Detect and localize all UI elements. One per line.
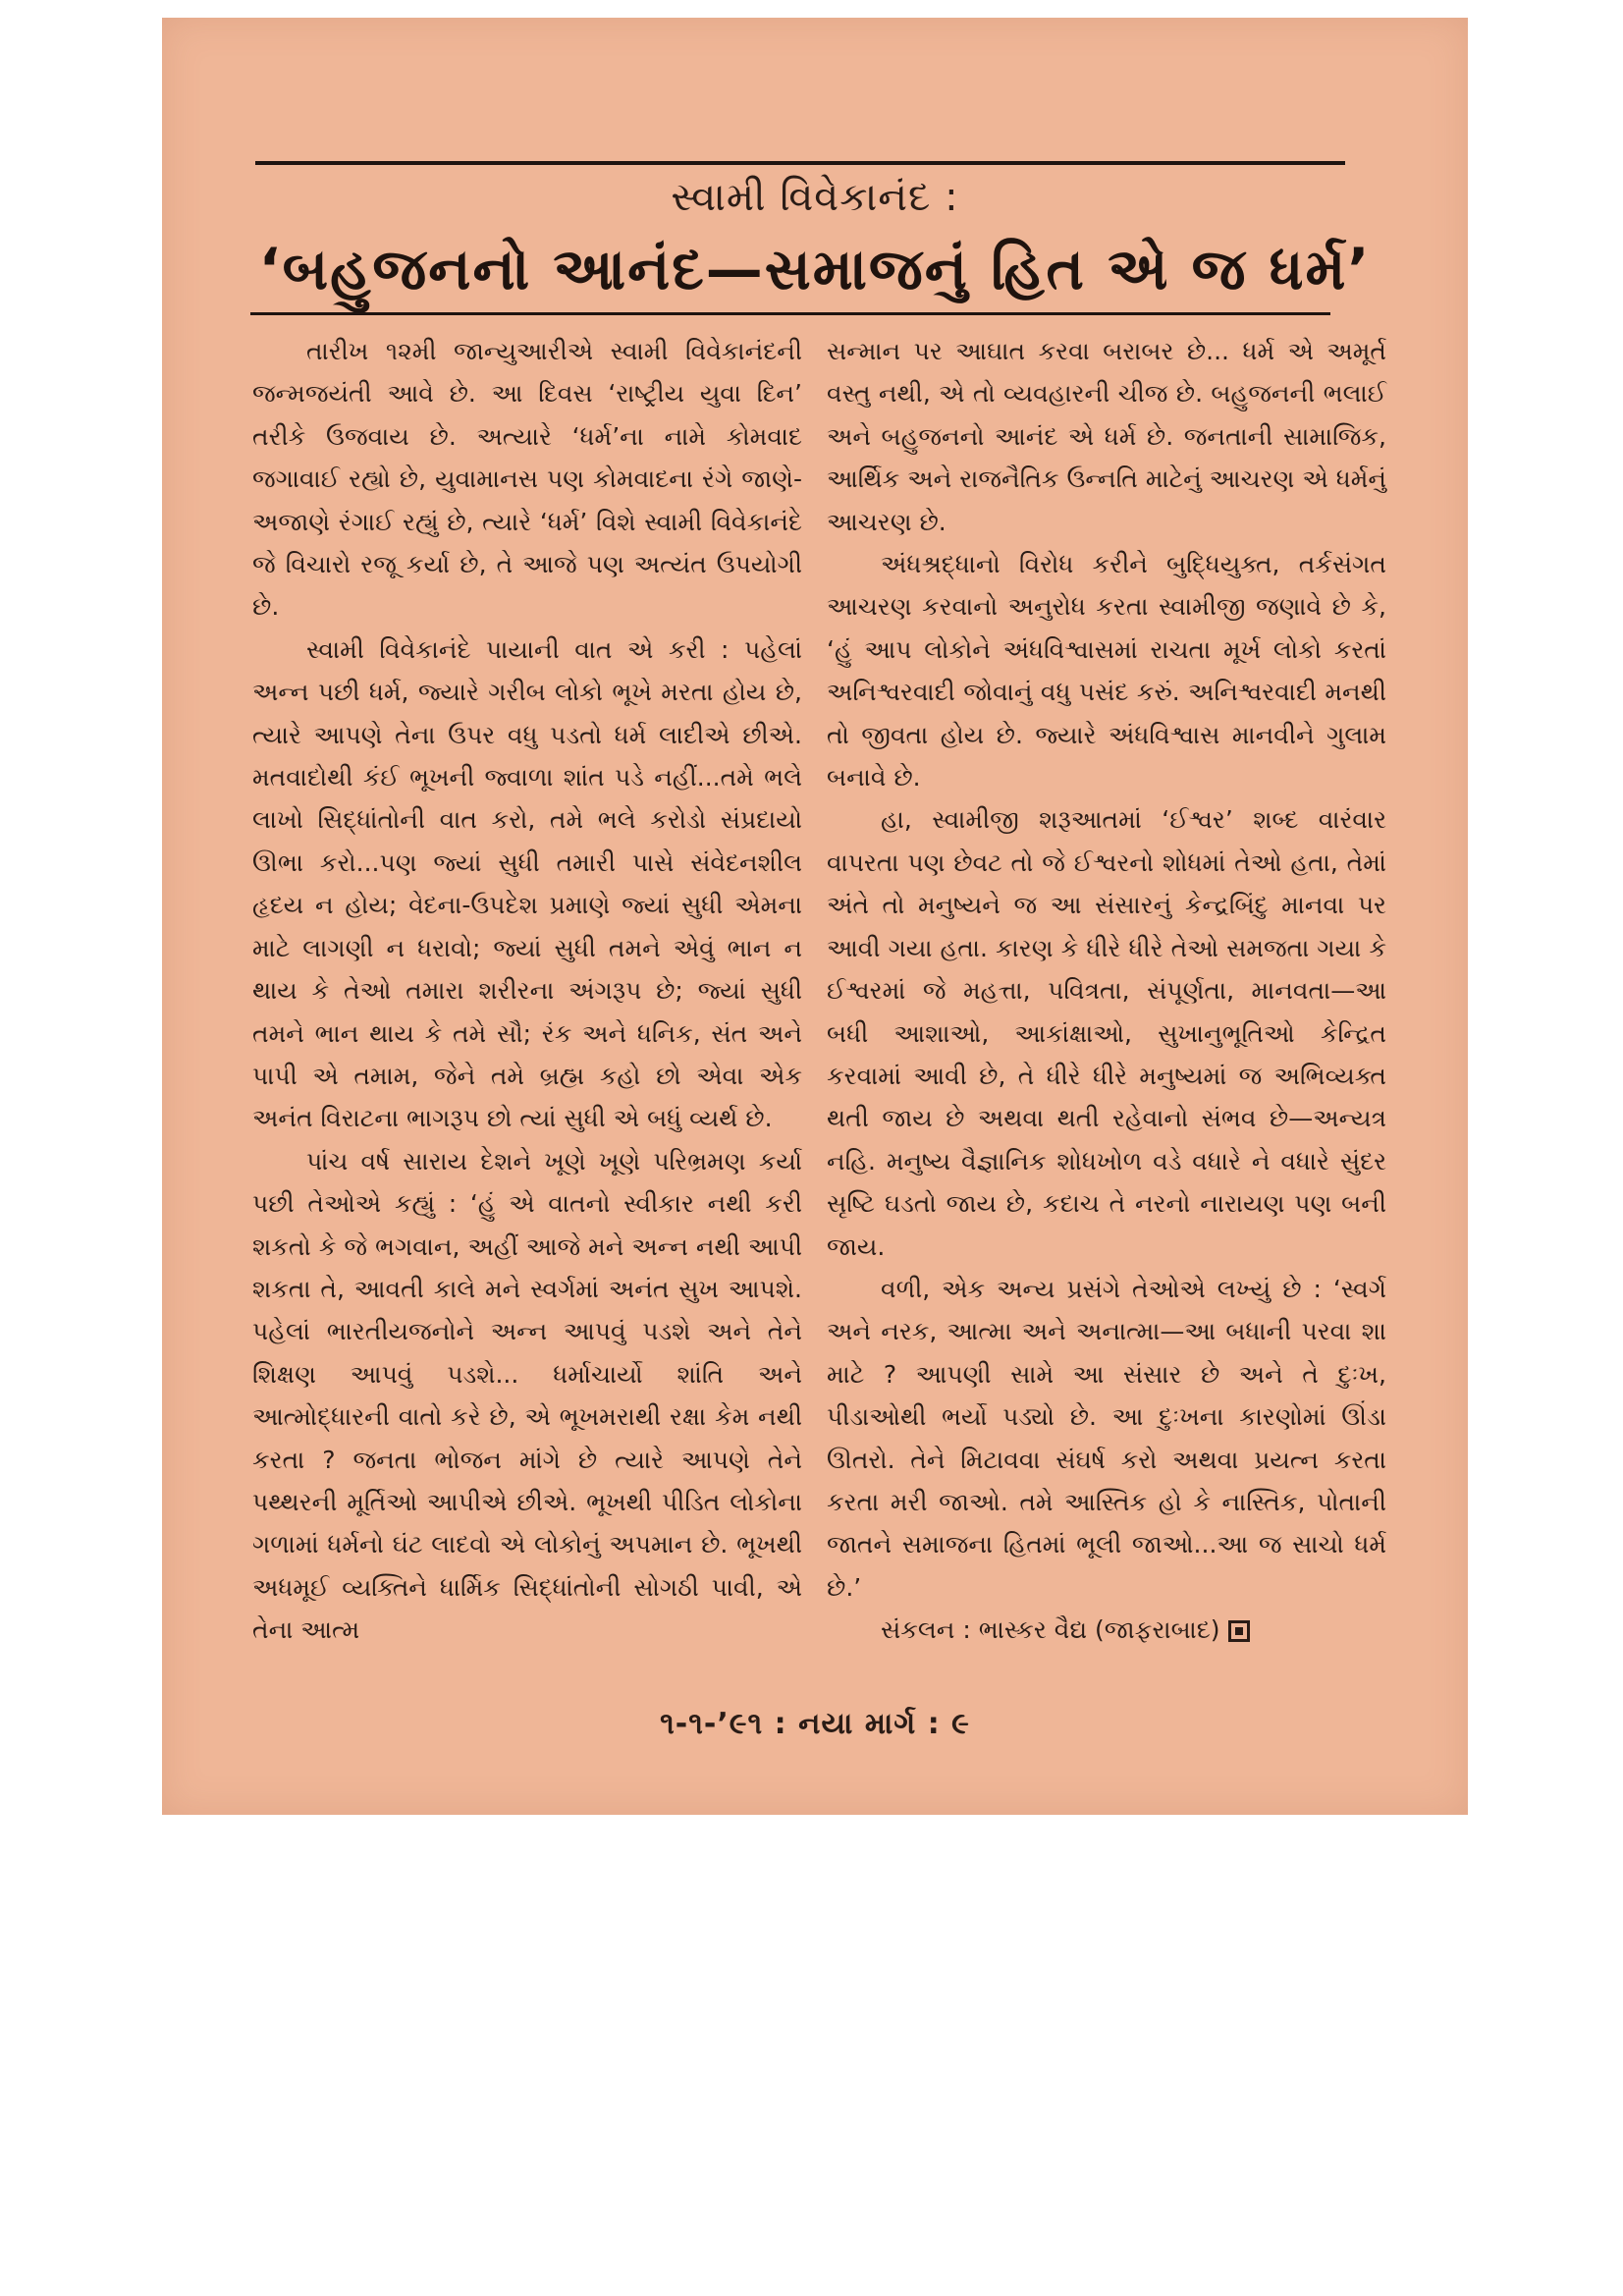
right-column (827, 330, 1386, 1652)
paragraph: પાંચ વર્ષ સારાય દેશને ખૂણે ખૂણે પરિભ્રમણ કર્યા પછી તેઓએ કહ્યું : ‘હું એ વાતનો સ્વીકાર નથી કરી શકતો કે જે ભગવાન, અહીં આજે મને અન્ન નથી આપી શકતા તે, આવતી કાલે મને સ્વર્ગમાં અનંત સુખ આપશે. પહેલાં ભારતીયજનોને અન્ન આપવું પડશે અને તેને શિક્ષણ આપવું પડશે... ધર્માચાર્યો શાંતિ અને આત્મોદ્ધારની વાતો કરે છે, એ ભૂખમરાથી રક્ષા કેમ નથી કરતા ? જનતા ભોજન માંગે છે ત્યારે આપણે તેને પથ્થરની મૂર્તિઓ આપીએ છીએ. ભૂખથી પીડિત લોકોના ગળામાં ધર્મનો ઘંટ લાદવો એ લોકોનું અપમાન છે. ભૂખથી અધમૂઈ વ્યક્તિને ધાર્મિક સિદ્ધાંતોની સોગઠી પાવી, એ તેના આત્મ (252, 1146, 802, 1645)
page-footer: ૧-૧-’૯૧ : નયા માર્ગ : ૯ (660, 1707, 970, 1741)
newspaper-page (162, 18, 1468, 1815)
paragraph: તારીખ ૧૨મી જાન્યુઆરીએ સ્વામી વિવેકાનંદની જન્મજયંતી આવે છે. આ દિવસ ‘રાષ્ટ્રીય યુવા દિન’ તરીકે ઉજવાય છે. અત્યારે ‘ધર્મ’ના નામે કોમવાદ જગાવાઈ રહ્યો છે, યુવામાનસ પણ કોમવાદના રંગે જાણે-અજાણે રંગાઈ રહ્યું છે, ત્યારે ‘ધર્મ’ વિશે સ્વામી વિવેકાનંદે જે વિચારો રજૂ કર્યા છે, તે આજે પણ અત્યંત ઉપયોગી છે. (252, 337, 802, 622)
header-rule-bottom (250, 312, 1330, 315)
paragraph: સ્વામી વિવેકાનંદે પાયાની વાત એ કરી : પહેલાં અન્ન પછી ધર્મ, જ્યારે ગરીબ લોકો ભૂખે મરતા હોય છે, ત્યારે આપણે તેના ઉપર વધુ પડતો ધર્મ લાદીએ છીએ. મતવાદોથી કંઈ ભૂખની જ્વાળા શાંત પડે નહીં...તમે ભલે લાખો સિદ્ધાંતોની વાત કરો, તમે ભલે કરોડો સંપ્રદાયો ઊભા કરો...પણ જ્યાં સુધી તમારી પાસે સંવેદનશીલ હૃદય ન હોય; વેદના-ઉપદેશ પ્રમાણે જ્યાં સુધી એમના માટે લાગણી ન ધરાવો; જ્યાં સુધી તમને એવું ભાન ન થાય કે તેઓ તમારા શરીરના અંગરૂપ છે; જ્યાં સુધી તમને ભાન થાય કે તમે સૌ; રંક અને ધનિક, સંત અને પાપી એ તમામ, જેને તમે બ્રહ્મ કહો છો એવા એક અનંત વિરાટના ભાગરૂપ છો ત્યાં સુધી એ બધું વ્યર્થ છે. (252, 634, 802, 1133)
left-column (252, 330, 802, 1652)
article-title: ‘બહુજનનો આનંદ—સમાજનું હિત એ જ ધર્મ’ (258, 236, 1372, 302)
paragraph: સન્માન પર આઘાત કરવા બરાબર છે... ધર્મ એ અમૂર્ત વસ્તુ નથી, એ તો વ્યવહારની ચીજ છે. બહુજનની ભલાઈ અને બહુજનનો આનંદ એ ધર્મ છે. જનતાની સામાજિક, આર્થિક અને રાજનૈતિક ઉન્નતિ માટેનું આચરણ એ ધર્મનું આચરણ છે. (827, 337, 1386, 536)
paragraph: હા, સ્વામીજી શરૂઆતમાં ‘ઈશ્વર’ શબ્દ વારંવાર વાપરતા પણ છેવટ તો જે ઈશ્વરનો શોધમાં તેઓ હતા, તેમાં અંતે તો મનુષ્યને જ આ સંસારનું કેન્દ્રબિંદુ માનવા પર આવી ગયા હતા. કારણ કે ધીરે ધીરે તેઓ સમજતા ગયા કે ઈશ્વરમાં જે મહત્તા, પવિત્રતા, સંપૂર્ણતા, માનવતા—આ બધી આશાઓ, આકાંક્ષાઓ, સુખાનુભૂતિઓ કેન્દ્રિત કરવામાં આવી છે, તે ધીરે ધીરે મનુષ્યમાં જ અભિવ્યક્ત થતી જાય છે અથવા થતી રહેવાનો સંભવ છે—અન્યત્ર નહિ. મનુષ્ય વૈજ્ઞાનિક શોધખોળ વડે વધારે ને વધારે સુંદર સૃષ્ટિ ઘડતો જાય છે, કદાચ તે નરનો નારાયણ પણ બની જાય. (827, 805, 1386, 1261)
article-credit (827, 1609, 1386, 1651)
article-kicker: સ્વામી વિવેકાનંદ : (671, 175, 959, 220)
paragraph: અંધશ્રદ્ધાનો વિરોધ કરીને બુદ્ધિયુક્ત, તર્કસંગત આચરણ કરવાનો અનુરોધ કરતા સ્વામીજી જણાવે છે કે, ‘હું આપ લોકોને અંધવિશ્વાસમાં રાચતા મૂર્ખ લોકો કરતાં અનિશ્વરવાદી જોવાનું વધુ પસંદ કરું. અનિશ્વરવાદી મનથી તો જીવતા હોય છે. જ્યારે અંધવિશ્વાસ માનવીને ગુલામ બનાવે છે. (827, 550, 1386, 793)
credit-text: સંકલન : ભાસ્કર વૈદ્ય (જાફરાબાદ) (881, 1615, 1220, 1645)
paragraph: વળી, એક અન્ય પ્રસંગે તેઓએ લખ્યું છે : ‘સ્વર્ગ અને નરક, આત્મા અને અનાત્મા—આ બધાની પરવા શા માટે ? આપણી સામે આ સંસાર છે અને તે દુઃખ, પીડાઓથી ભર્યો પડ્યો છે. આ દુઃખના કારણોમાં ઊંડા ઊતરો. તેને મિટાવવા સંઘર્ષ કરો અથવા પ્રયત્ન કરતા કરતા મરી જાઓ. તમે આસ્તિક હો કે નાસ્તિક, પોતાની જાતને સમાજના હિતમાં ભૂલી જાઓ...આ જ સાચો ધર્મ છે.’ (827, 1274, 1386, 1602)
end-mark-icon (1228, 1620, 1250, 1642)
header-rule-top (255, 161, 1345, 165)
